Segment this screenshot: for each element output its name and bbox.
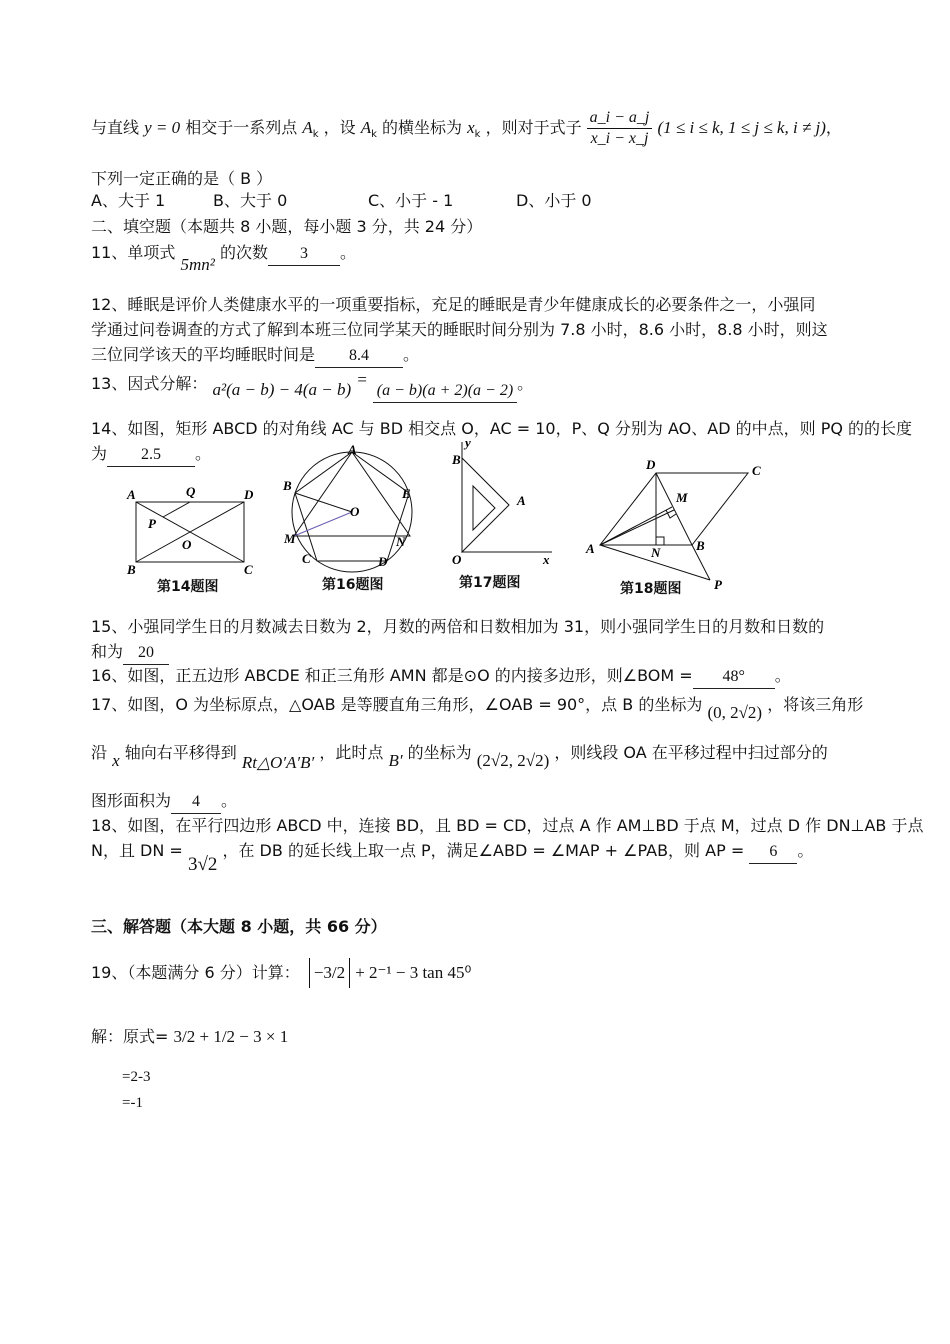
label-q: Q (186, 484, 196, 499)
label-a: A (348, 442, 357, 457)
label-n: N (396, 534, 406, 549)
q10-line2: 下列一定正确的是（ B ） (91, 169, 273, 188)
label-a: A (127, 487, 136, 502)
q12-line2: 学通过问卷调查的方式了解到本班三位同学某天的睡眠时间分别为 7.8 小时，8.6 小时，8.8 小时，则这 (91, 320, 828, 339)
figure-17 (440, 440, 560, 570)
q11: 11、单项式 5mn² 的次数 3 。 (91, 243, 356, 274)
option-d: D、小于 0 (516, 191, 592, 210)
q19: 19、（本题满分 6 分）计算： −3/2 + 2⁻¹ − 3 tan 45⁰ (91, 958, 471, 988)
label-d: D (378, 554, 388, 569)
label-x: x (543, 552, 550, 567)
label-b: B (452, 452, 461, 467)
label-a: A (586, 541, 595, 556)
label-m: M (676, 490, 688, 505)
option-c: C、小于 - 1 (368, 191, 454, 210)
caption-14: 第14题图 (157, 579, 219, 595)
solution-step2: =-1 (122, 1095, 143, 1111)
section-3-heading: 三、解答题（本大题 8 小题，共 66 分） (91, 917, 387, 936)
caption-17: 第17题图 (459, 575, 521, 591)
label-y: y (465, 440, 471, 450)
q18-line2: N，且 DN = 3√2 ，在 DB 的延长线上取一点 P，满足∠ABD = ∠MAP + ∠PAB，则 AP = 6 。 (91, 841, 814, 875)
label-p: P (714, 577, 722, 592)
label-n: N (651, 545, 661, 560)
q16: 16、如图，正五边形 ABCDE 和正三角形 AMN 都是⊙O 的内接多边形，则∠BOM = 48° 。 (91, 665, 791, 689)
q14-line1: 14、如图，矩形 ABCD 的对角线 AC 与 BD 相交点 O，AC = 10，P、Q 分别为 AO、AD 的中点，则 PQ 的的长度 (91, 419, 913, 438)
q17-line3: 图形面积为 4 。 (91, 790, 237, 814)
label-e: E (402, 486, 411, 501)
q17-line2: 沿 x 轴向右平移得到 Rt△O′A′B′ ，此时点 B′ 的坐标为 (2√2, 2√2) ，则线段 OA 在平移过程中扫过部分的 (91, 743, 828, 772)
label-o: O (350, 504, 360, 519)
label-b: B (696, 538, 705, 553)
caption-16: 第16题图 (322, 577, 384, 593)
q12-line3: 三位同学该天的平均睡眠时间是 8.4 。 (91, 344, 419, 368)
q12-line1: 12、睡眠是评价人类健康水平的一项重要指标，充足的睡眠是青少年健康成长的必要条件之一，小强同 (91, 295, 816, 314)
q14-line2: 为 2.5 。 (91, 443, 211, 467)
label-c: C (244, 562, 253, 577)
section-2-heading: 二、填空题（本题共 8 小题，每小题 3 分，共 24 分） (91, 217, 483, 236)
figure-18 (580, 455, 780, 595)
label-c: C (752, 463, 761, 478)
figure-16 (280, 442, 420, 574)
solution-line1: 解：原式= 3/2 + 1/2 − 3 × 1 (91, 1027, 289, 1046)
label-b: B (283, 478, 292, 493)
label-d: D (244, 487, 254, 502)
solution-step1: =2-3 (122, 1069, 151, 1085)
label-o: O (452, 552, 462, 567)
option-a: A、大于 1 (91, 191, 166, 210)
label-d: D (646, 457, 656, 472)
q17-line1: 17、如图，O 为坐标原点，△OAB 是等腰直角三角形，∠OAB = 90°，点 B 的坐标为 (0, 2√2) ，将该三角形 (91, 695, 864, 722)
label-a: A (517, 493, 526, 508)
label-p: P (148, 516, 156, 531)
label-c: C (302, 551, 311, 566)
q15-line2: 和为 20 (91, 641, 169, 665)
figure-14 (120, 482, 270, 582)
label-o: O (182, 537, 192, 552)
q10-fraction: $\frac{a\_i - a\_j}{x\_i - x\_j}$ (587, 108, 653, 149)
label-m: M (284, 531, 296, 546)
q15-line1: 15、小强同学生日的月数减去日数为 2，月数的两倍和日数相加为 31，则小强同学生日的月数和日数的 (91, 617, 825, 636)
q10-line1: 与直线 y = 0 相交于一系列点 $A_k$ ，设 $A_k$ 的横坐标为 $x_k$ ，则对于式子 $\frac{a\_i - a\_j}{x\_i - x\_j}$ (1 ≤ i ≤ k, 1 ≤ j ≤ k, i ≠ j)， (91, 109, 842, 147)
label-b: B (127, 562, 136, 577)
caption-18: 第18题图 (620, 581, 682, 597)
option-b: B、大于 0 (213, 191, 288, 210)
q13: 13、因式分解： a²(a − b) − 4(a − b) = (a − b)(a + 2)(a − 2) 。 (91, 373, 533, 397)
q18-line1: 18、如图，在平行四边形 ABCD 中，连接 BD，且 BD = CD，过点 A 作 AM⊥BD 于点 M，过点 D 作 DN⊥AB 于点 (91, 816, 924, 835)
